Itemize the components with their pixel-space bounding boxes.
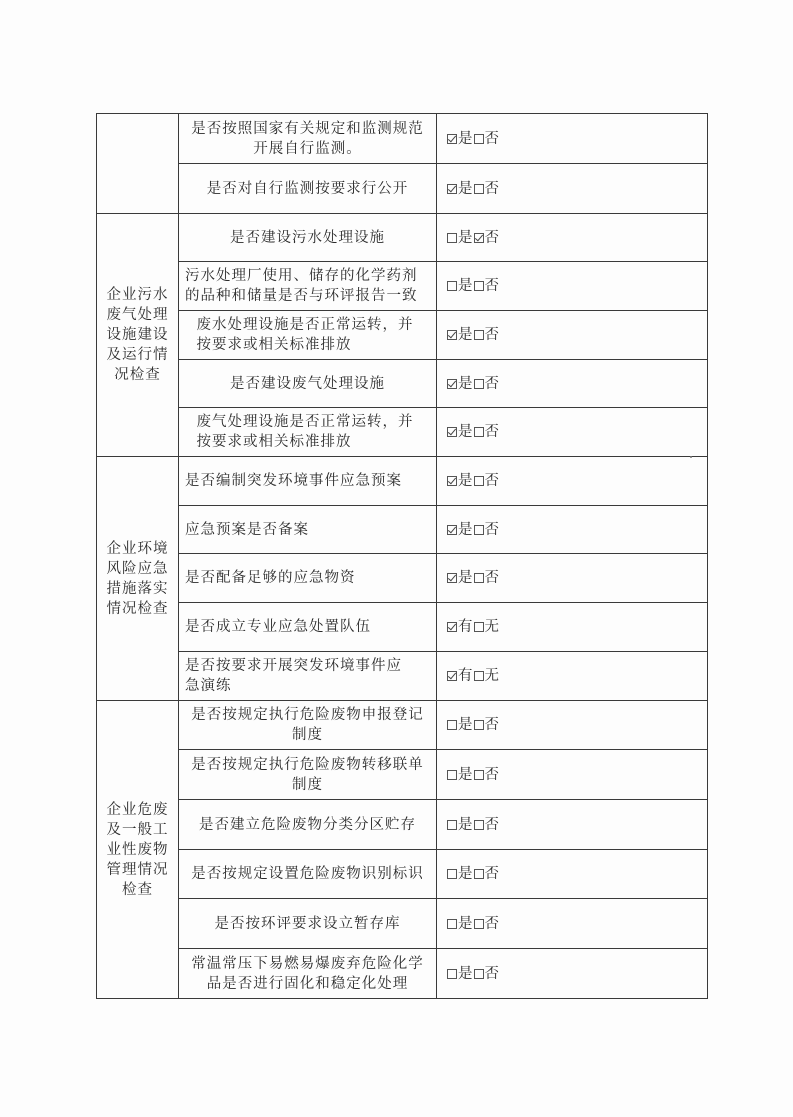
table-row xyxy=(97,506,708,554)
option-no-label: 无 xyxy=(484,619,500,635)
check-item-text: 污水处理厂使用、储存的化学药剂的品种和储量是否与环评报告一致 xyxy=(185,268,418,304)
check-item xyxy=(179,800,437,850)
option-yes-label: 是 xyxy=(458,278,474,294)
option-yes-checkbox[interactable] xyxy=(447,525,457,535)
option-no-label: 否 xyxy=(484,180,500,197)
option-yes-label: 是 xyxy=(458,965,474,982)
option-no-label: 否 xyxy=(484,375,500,392)
option-no-label: 否 xyxy=(484,965,500,982)
table-row xyxy=(97,554,708,603)
check-item xyxy=(179,114,437,164)
option-no-label: 否 xyxy=(484,424,500,440)
check-item-text: 是否建立危险废物分类分区贮存 xyxy=(199,816,416,833)
option-yes-label: 是 xyxy=(458,229,474,246)
table-row xyxy=(97,457,708,506)
check-item-text: 是否按环评要求设立暂存库 xyxy=(214,915,401,932)
option-yes-label: 有 xyxy=(458,619,474,635)
check-item xyxy=(179,603,437,652)
section-category: 企业危废及一般工业性废物管理情况检查 xyxy=(97,701,179,999)
option-yes-checkbox[interactable] xyxy=(447,969,457,979)
option-cell xyxy=(437,850,708,899)
option-cell xyxy=(437,750,708,800)
option-cell xyxy=(437,949,708,999)
check-item xyxy=(179,408,437,457)
option-no-checkbox[interactable] xyxy=(474,184,484,194)
table-row xyxy=(97,408,708,457)
option-yes-label: 是 xyxy=(458,375,474,392)
option-cell xyxy=(437,652,708,701)
option-no-label: 否 xyxy=(484,915,500,932)
option-no-checkbox[interactable] xyxy=(474,820,484,830)
option-yes-checkbox[interactable] xyxy=(447,134,457,144)
check-item-text: 是否按规定执行危险废物申报登记制度 xyxy=(191,707,424,743)
check-item xyxy=(179,214,437,262)
option-no-checkbox[interactable] xyxy=(474,671,484,681)
option-yes-checkbox[interactable] xyxy=(447,770,457,780)
check-item xyxy=(179,850,437,899)
table-row xyxy=(97,800,708,850)
option-no-label: 否 xyxy=(484,570,500,586)
inspection-table xyxy=(96,113,708,999)
table-row xyxy=(97,164,708,214)
check-item-text: 是否建设废气处理设施 xyxy=(230,375,385,392)
option-no-label: 否 xyxy=(484,229,500,246)
check-item-text: 是否按照国家有关规定和监测规范开展自行监测。 xyxy=(191,120,424,157)
option-yes-checkbox[interactable] xyxy=(447,184,457,194)
option-yes-label: 是 xyxy=(458,816,474,833)
option-cell xyxy=(437,408,708,457)
option-no-checkbox[interactable] xyxy=(474,573,484,583)
option-yes-label: 是 xyxy=(458,473,474,489)
option-yes-label: 是 xyxy=(458,915,474,932)
section-category xyxy=(97,114,179,214)
option-yes-checkbox[interactable] xyxy=(447,573,457,583)
option-yes-checkbox[interactable] xyxy=(447,919,457,929)
option-cell xyxy=(437,603,708,652)
table-row xyxy=(97,603,708,652)
table-row xyxy=(97,850,708,899)
check-item xyxy=(179,360,437,408)
option-cell xyxy=(437,800,708,850)
option-yes-checkbox[interactable] xyxy=(447,476,457,486)
option-cell xyxy=(437,262,708,311)
option-yes-label: 是 xyxy=(458,130,474,147)
table-row xyxy=(97,311,708,360)
option-yes-label: 是 xyxy=(458,521,474,538)
option-cell xyxy=(437,701,708,750)
section-category: 企业污水废气处理设施建设及运行情况检查 xyxy=(97,214,179,457)
check-item-text: 是否对自行监测按要求行公开 xyxy=(206,180,409,197)
option-no-checkbox[interactable] xyxy=(474,476,484,486)
check-item-text: 是否建设污水处理设施 xyxy=(230,229,385,246)
check-item xyxy=(179,506,437,554)
option-yes-checkbox[interactable] xyxy=(447,281,457,291)
table-row xyxy=(97,114,708,164)
option-no-label: 否 xyxy=(484,717,500,733)
option-cell xyxy=(437,214,708,262)
option-no-label: 无 xyxy=(484,668,500,684)
option-no-label: 否 xyxy=(484,473,500,489)
option-yes-checkbox[interactable] xyxy=(447,671,457,681)
option-cell xyxy=(437,114,708,164)
option-no-checkbox[interactable] xyxy=(474,770,484,780)
option-yes-checkbox[interactable] xyxy=(447,820,457,830)
option-cell xyxy=(437,506,708,554)
option-no-label: 否 xyxy=(484,816,500,833)
check-item-text: 应急预案是否备案 xyxy=(185,521,309,538)
check-item-text: 废水处理设施是否正常运转，并按要求或相关标准排放 xyxy=(196,317,414,353)
check-item-text: 常温常压下易燃易爆废弃危险化学品是否进行固化和稳定化处理 xyxy=(191,955,424,992)
option-yes-checkbox[interactable] xyxy=(447,622,457,632)
option-yes-label: 是 xyxy=(458,424,474,440)
check-item xyxy=(179,899,437,949)
table-row xyxy=(97,262,708,311)
option-no-checkbox[interactable] xyxy=(474,379,484,389)
check-item-text: 是否成立专业应急处置队伍 xyxy=(185,619,371,635)
option-no-checkbox[interactable] xyxy=(474,919,484,929)
option-yes-checkbox[interactable] xyxy=(447,869,457,879)
check-item-text: 废气处理设施是否正常运转，并按要求或相关标准排放 xyxy=(196,414,414,450)
check-item xyxy=(179,652,437,701)
option-no-label: 否 xyxy=(484,521,500,538)
option-yes-label: 是 xyxy=(458,766,474,783)
check-item xyxy=(179,554,437,603)
option-yes-label: 是 xyxy=(458,570,474,586)
check-item xyxy=(179,750,437,800)
check-item xyxy=(179,457,437,506)
option-no-checkbox[interactable] xyxy=(474,427,484,437)
option-no-checkbox[interactable] xyxy=(474,622,484,632)
table-row xyxy=(97,701,708,750)
table-row xyxy=(97,360,708,408)
option-yes-label: 有 xyxy=(458,668,474,684)
option-yes-label: 是 xyxy=(458,866,474,882)
option-no-checkbox[interactable] xyxy=(474,281,484,291)
option-yes-checkbox[interactable] xyxy=(447,720,457,730)
option-no-checkbox[interactable] xyxy=(474,330,484,340)
check-item-text: 是否按规定设置危险废物识别标识 xyxy=(191,866,424,882)
option-no-label: 否 xyxy=(484,766,500,783)
table-row xyxy=(97,899,708,949)
option-cell xyxy=(437,360,708,408)
option-yes-checkbox[interactable] xyxy=(447,427,457,437)
option-no-checkbox[interactable] xyxy=(474,720,484,730)
check-item xyxy=(179,701,437,750)
check-item-text: 是否按要求开展突发环境事件应急演练 xyxy=(185,658,402,694)
option-yes-checkbox[interactable] xyxy=(447,233,457,243)
inspection-table-body xyxy=(97,114,708,999)
option-no-label: 否 xyxy=(484,327,500,343)
option-cell xyxy=(437,311,708,360)
check-item xyxy=(179,311,437,360)
check-item-text: 是否配备足够的应急物资 xyxy=(185,570,356,586)
table-row xyxy=(97,750,708,800)
option-cell xyxy=(437,457,708,506)
option-no-label: 否 xyxy=(484,278,500,294)
option-yes-checkbox[interactable] xyxy=(447,330,457,340)
table-row xyxy=(97,949,708,999)
section-category: 企业环境风险应急措施落实情况检查 xyxy=(97,457,179,701)
check-item-text: 是否编制突发环境事件应急预案 xyxy=(185,473,402,489)
option-no-checkbox[interactable] xyxy=(474,869,484,879)
option-yes-label: 是 xyxy=(458,327,474,343)
option-no-checkbox[interactable] xyxy=(474,969,484,979)
option-no-label: 否 xyxy=(484,130,500,147)
option-cell xyxy=(437,899,708,949)
option-no-label: 否 xyxy=(484,866,500,882)
option-cell xyxy=(437,554,708,603)
check-item-text: 是否按规定执行危险废物转移联单制度 xyxy=(191,756,424,793)
option-yes-label: 是 xyxy=(458,717,474,733)
table-row xyxy=(97,652,708,701)
option-no-checkbox[interactable] xyxy=(474,525,484,535)
check-item xyxy=(179,949,437,999)
check-item xyxy=(179,262,437,311)
table-row xyxy=(97,214,708,262)
option-yes-checkbox[interactable] xyxy=(447,379,457,389)
option-cell xyxy=(437,164,708,214)
scan-speck xyxy=(690,456,692,458)
option-no-checkbox[interactable] xyxy=(474,134,484,144)
option-yes-label: 是 xyxy=(458,180,474,197)
option-no-checkbox[interactable] xyxy=(474,233,484,243)
check-item xyxy=(179,164,437,214)
